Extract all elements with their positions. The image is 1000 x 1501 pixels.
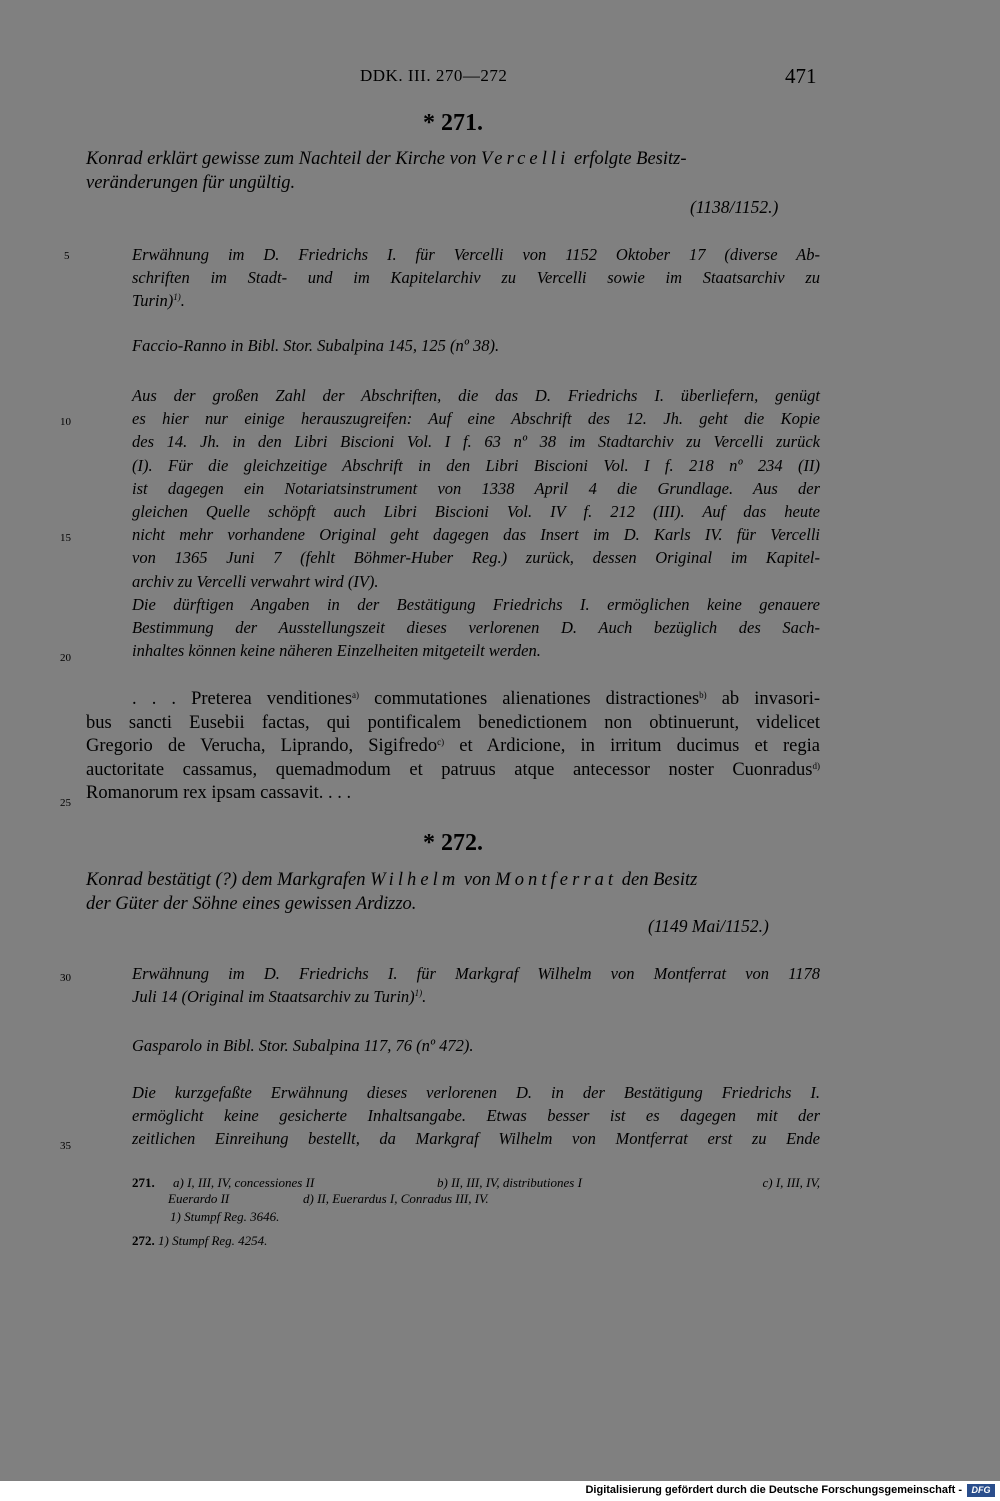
- line-number: 20: [60, 652, 71, 664]
- dfg-logo: DFG: [967, 1484, 995, 1497]
- line-number: 15: [60, 532, 71, 544]
- doc-271-date: (1138/1152.): [690, 197, 779, 217]
- doc-271-title-line1: Konrad erklärt gewisse zum Nachteil der Kirche von Vercelli erfolgte Besitz-: [86, 149, 687, 169]
- doc-271-number: * 271.: [423, 110, 483, 136]
- doc-271-mention: Erwähnung im D. Friedrichs I. für Vercelli von 1152 Oktober 17 (diverse Ab- schriften im Stadt- und im Kapitelarchiv zu Vercelli sowie im Staatsarchiv zu Turin)$^{1)}$.: [132, 245, 820, 311]
- running-head: DDK. III. 270—272: [360, 66, 508, 85]
- doc-272-mention: Erwähnung im D. Friedrichs I. für Markgraf Wilhelm von Montferrat von 1178 Juli 14 (Original im Staatsarchiv zu Turin)$^{1)}$.: [132, 964, 820, 1007]
- line-number: 30: [60, 972, 71, 984]
- line-number: 25: [60, 797, 71, 809]
- doc-272-number: * 272.: [423, 830, 483, 856]
- footer-bar: [0, 1481, 1000, 1501]
- doc-272-title-line1: Konrad bestätigt (?) dem Markgrafen Wilhelm von Montferrat den Besitz: [86, 870, 698, 890]
- doc-272-commentary: Die kurzgefaßte Erwähnung dieses verlorenen D. in der Bestätigung Friedrichs I. ermöglicht keine gesicherte Inhaltsangabe. Etwas besser ist es dagegen mit der zeitlichen Einreihung bestellt, da Markgraf Wilhelm von Montferrat erst zu Ende: [132, 1083, 820, 1149]
- line-number: 10: [60, 416, 71, 428]
- footnotes-271: 271. a) I, III, IV, concessiones II b) II, III, IV, distributiones I c) I, III, IV, Euerardo II d) II, Euerardus I, Conradus III, IV. 1) Stumpf Reg. 3646.: [132, 1175, 820, 1224]
- line-number: 35: [60, 1140, 71, 1152]
- doc-272-title-line2: der Güter der Söhne eines gewissen Ardizzo.: [86, 894, 417, 914]
- doc-271-commentary: Aus der großen Zahl der Abschriften, die das D. Friedrichs I. überliefern, genügt es hier nur einige herauszugreifen: Auf eine Abschrift des 12. Jh. geht die Kopie des 14. Jh. in den Libri Biscioni Vol. I f. 63 nº 38 im Stadtarchiv zu Vercelli zurück (I). Für die gleichzeitige Abschrift in den Libri Biscioni Vol. I f. 218 nº 234 (II) ist dagegen ein Notariatsinstrument von 1338 April 4 die Grundlage. Aus der gleichen Quelle schöpft auch Libri Biscioni Vol. IV f. 212 (III). Auf das heute nicht mehr vorhandene Original geht dagegen das Insert im D. Karls IV. für Vercelli von 1365 Juni 7 (fehlt Böhmer-Huber Reg.) zurück, dessen Original im Kapitel- archiv zu Vercelli verwahrt wird (IV). Die dürftigen Angaben in der Bestätigung Friedrichs I. ermöglichen keine genauere Bestimmung der Ausstellungszeit dieses verlorenen D. Auch bezüglich des Sach- inhaltes können keine näheren Einzelheiten mitgeteilt werden.: [132, 386, 820, 661]
- page-number: 471: [785, 64, 817, 88]
- footer-credit: Digitalisierung gefördert durch die Deutsche Forschungsgemeinschaft -: [585, 1484, 962, 1496]
- doc-271-latin-text: . . . Preterea venditiones$^{a)}$ commutationes alienationes distractiones$^{b)}$ ab invasori- bus sancti Eusebii factas, qui pontificalem benedictionem non obtinuerunt, videlicet Gregorio de Verucha, Liprando, Sigifredo$^{c)}$ et Ardicione, in irritum ducimus et regia auctoritate cassamus, quemadmodum et patruus atque antecessor noster Cuonradus$^{d)}$ Romanorum rex ipsam cassavit. . . .: [86, 689, 820, 804]
- doc-271-title-line2: veränderungen für ungültig.: [86, 173, 296, 193]
- doc-272-date: (1149 Mai/1152.): [648, 916, 769, 936]
- footnotes-272: 272. 1) Stumpf Reg. 4254.: [132, 1233, 268, 1248]
- doc-272-edition: Gasparolo in Bibl. Stor. Subalpina 117, 76 (nº 472).: [132, 1036, 474, 1055]
- line-number: 5: [64, 250, 70, 262]
- doc-271-edition: Faccio-Ranno in Bibl. Stor. Subalpina 145, 125 (nº 38).: [132, 336, 500, 355]
